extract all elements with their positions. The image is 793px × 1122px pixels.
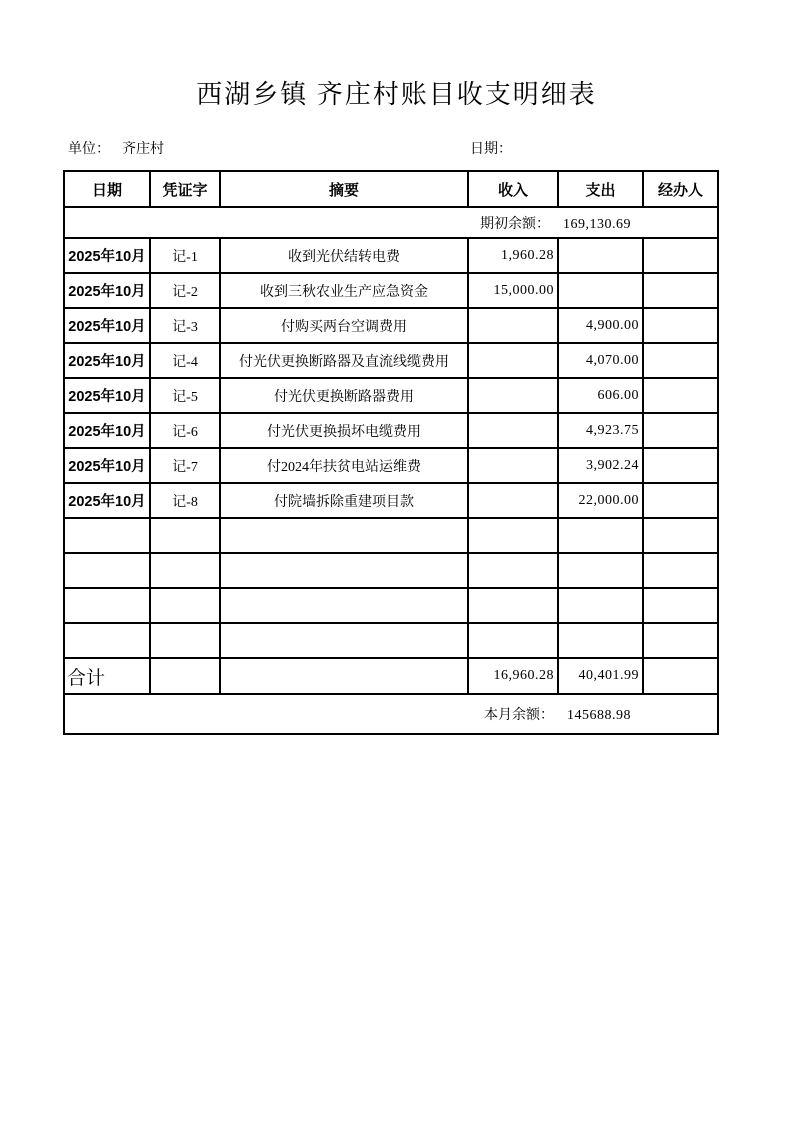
expense-cell xyxy=(558,273,643,308)
summary-cell: 付2024年扶贫电站运维费 xyxy=(220,448,468,483)
expense-cell: 4,923.75 xyxy=(558,413,643,448)
date-cell: 2025年10月 xyxy=(64,413,150,448)
monthly-balance-cell xyxy=(64,694,718,734)
expense-cell: 3,902.24 xyxy=(558,448,643,483)
monthly-balance-row xyxy=(64,694,718,734)
ledger-table xyxy=(63,170,719,735)
date-label: 日期： xyxy=(470,142,512,157)
summary-cell: 收到光伏结转电费 xyxy=(220,238,468,273)
col-header-summary: 摘要 xyxy=(220,171,468,207)
date-cell: 2025年10月 xyxy=(64,343,150,378)
income-cell xyxy=(468,343,558,378)
table-row xyxy=(64,273,718,308)
unit-value: 齐庄村 xyxy=(122,142,164,157)
income-cell: 15,000.00 xyxy=(468,273,558,308)
unit-label: 单位： xyxy=(68,142,110,157)
date-cell: 2025年10月 xyxy=(64,378,150,413)
total-income: 16,960.28 xyxy=(468,658,558,694)
date-cell: 2025年10月 xyxy=(64,483,150,518)
table-row xyxy=(64,448,718,483)
opening-balance-label: 期初余额： xyxy=(480,216,550,232)
total-row xyxy=(64,658,718,694)
summary-cell: 付光伏更换断路器费用 xyxy=(220,378,468,413)
date-cell: 2025年10月 xyxy=(64,273,150,308)
table-row xyxy=(64,413,718,448)
empty-row xyxy=(64,518,718,553)
summary-cell: 收到三秋农业生产应急资金 xyxy=(220,273,468,308)
meta-line xyxy=(0,138,793,158)
summary-cell: 付院墙拆除重建项目款 xyxy=(220,483,468,518)
monthly-balance-value: 145688.98 xyxy=(567,708,631,723)
handler-cell xyxy=(643,483,718,518)
empty-row xyxy=(64,553,718,588)
voucher-cell: 记-8 xyxy=(150,483,220,518)
handler-cell xyxy=(643,378,718,413)
voucher-cell: 记-3 xyxy=(150,308,220,343)
expense-cell: 4,900.00 xyxy=(558,308,643,343)
handler-cell xyxy=(643,273,718,308)
handler-cell xyxy=(643,308,718,343)
voucher-cell: 记-6 xyxy=(150,413,220,448)
table-row xyxy=(64,308,718,343)
table-row xyxy=(64,238,718,273)
table-row xyxy=(64,378,718,413)
page-title: 西湖乡镇 齐庄村账目收支明细表 xyxy=(196,80,597,109)
opening-balance-row xyxy=(64,207,718,238)
income-cell: 1,960.28 xyxy=(468,238,558,273)
income-cell xyxy=(468,308,558,343)
total-handler-cell xyxy=(643,658,718,694)
handler-cell xyxy=(643,238,718,273)
income-cell xyxy=(468,483,558,518)
handler-cell xyxy=(643,448,718,483)
date-cell: 2025年10月 xyxy=(64,448,150,483)
total-voucher-cell xyxy=(150,658,220,694)
voucher-cell: 记-5 xyxy=(150,378,220,413)
col-header-date: 日期 xyxy=(64,171,150,207)
expense-cell: 4,070.00 xyxy=(558,343,643,378)
voucher-cell: 记-4 xyxy=(150,343,220,378)
voucher-cell: 记-1 xyxy=(150,238,220,273)
date-cell: 2025年10月 xyxy=(64,238,150,273)
empty-row xyxy=(64,588,718,623)
summary-cell: 付光伏更换断路器及直流线缆费用 xyxy=(220,343,468,378)
expense-cell: 22,000.00 xyxy=(558,483,643,518)
empty-row xyxy=(64,623,718,658)
income-cell xyxy=(468,448,558,483)
summary-cell: 付光伏更换损坏电缆费用 xyxy=(220,413,468,448)
table-row xyxy=(64,343,718,378)
expense-cell: 606.00 xyxy=(558,378,643,413)
col-header-income: 收入 xyxy=(468,171,558,207)
handler-cell xyxy=(643,343,718,378)
total-expense: 40,401.99 xyxy=(558,658,643,694)
income-cell xyxy=(468,413,558,448)
monthly-balance-label: 本月余额： xyxy=(484,708,554,723)
col-header-voucher: 凭证字 xyxy=(150,171,220,207)
voucher-cell: 记-2 xyxy=(150,273,220,308)
income-cell xyxy=(468,378,558,413)
header-row xyxy=(64,171,718,207)
opening-balance-value: 169,130.69 xyxy=(563,216,631,232)
summary-cell: 付购买两台空调费用 xyxy=(220,308,468,343)
date-cell: 2025年10月 xyxy=(64,308,150,343)
opening-balance-cell xyxy=(64,207,718,238)
total-label: 合计 xyxy=(64,658,150,694)
expense-cell xyxy=(558,238,643,273)
col-header-expense: 支出 xyxy=(558,171,643,207)
col-header-handler: 经办人 xyxy=(643,171,718,207)
voucher-cell: 记-7 xyxy=(150,448,220,483)
table-row xyxy=(64,483,718,518)
handler-cell xyxy=(643,413,718,448)
total-summary-cell xyxy=(220,658,468,694)
